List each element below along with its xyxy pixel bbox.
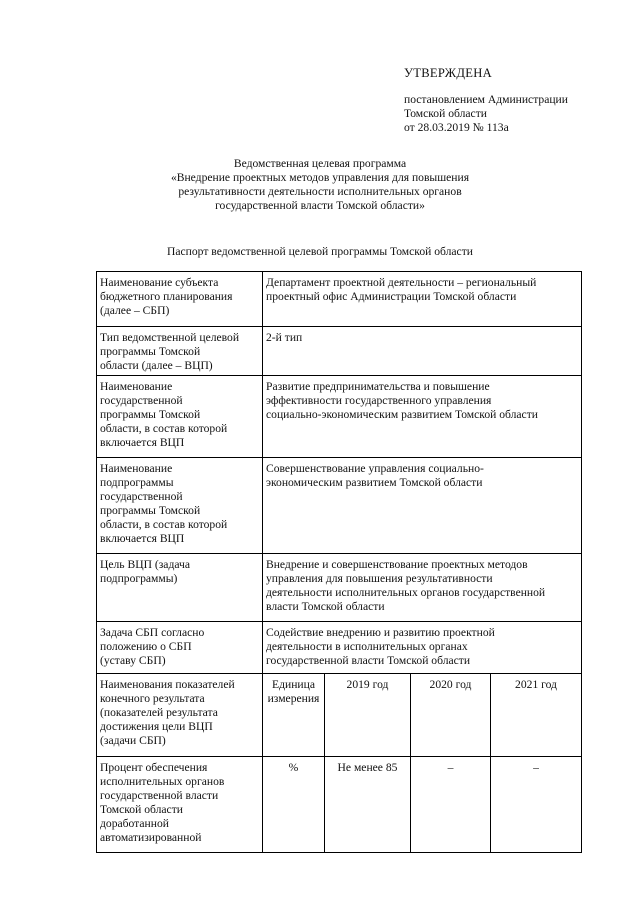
table-row [97, 376, 582, 458]
table-row [97, 554, 582, 622]
label-line: Наименование субъекта [100, 276, 219, 289]
program-title-line: Ведомственная целевая программа [233, 157, 407, 170]
indicators-header-row [97, 674, 582, 757]
label-line: области, в состав которой [100, 422, 228, 435]
label-line: государственной власти [100, 789, 219, 802]
value-line: Внедрение и совершенствование проектных методов [266, 558, 528, 571]
label-line: Тип ведомственной целевой [100, 331, 240, 344]
indicator-2020-value: – [411, 757, 491, 853]
indicator-2019-value: Не менее 85 [325, 757, 411, 853]
value-line: государственной власти Томской области [266, 654, 471, 667]
table-row [97, 622, 582, 674]
label-line: доработанной [100, 817, 169, 830]
unit-header-line: Единица [272, 678, 315, 691]
label-line: автоматизированной [100, 831, 202, 844]
approval-block [404, 66, 634, 135]
row-value [263, 327, 582, 376]
label-line: подпрограммы [100, 476, 174, 489]
approval-line: от 28.03.2019 № 113а [404, 121, 509, 134]
row-label [97, 376, 263, 458]
passport-table [96, 271, 582, 853]
label-line: исполнительных органов [100, 775, 225, 788]
value-line: проектный офис Администрации Томской области [266, 290, 517, 303]
indicator-row [97, 757, 582, 853]
year-2021-header: 2021 год [491, 674, 582, 757]
label-line: Задача СБП согласно [100, 626, 205, 639]
value-line: 2-й тип [266, 331, 303, 344]
row-label [97, 622, 263, 674]
value-line: экономическим развитием Томской области [266, 476, 483, 489]
label-line: программы Томской [100, 345, 201, 358]
year-2020-header: 2020 год [411, 674, 491, 757]
label-line: достижения цели ВЦП [100, 720, 213, 733]
program-title-line: государственной власти Томской области» [215, 199, 425, 212]
approval-line: постановлением Администрации [404, 93, 568, 106]
indicators-header-label [97, 674, 263, 757]
value-line: власти Томской области [266, 600, 385, 613]
label-line: государственной [100, 490, 183, 503]
row-value [263, 376, 582, 458]
label-line: (далее – СБП) [100, 304, 170, 317]
unit-header [263, 674, 325, 757]
label-line: конечного результата [100, 692, 205, 705]
value-line: деятельности исполнительных органов государственной [266, 586, 546, 599]
value-line: управления для повышения результативности [266, 572, 493, 585]
label-line: включается ВЦП [100, 436, 185, 449]
row-label [97, 272, 263, 327]
label-line: программы Томской [100, 504, 201, 517]
label-line: подпрограммы) [100, 572, 178, 585]
indicator-label [97, 757, 263, 853]
row-label [97, 554, 263, 622]
program-title-line: «Внедрение проектных методов управления для повышения [170, 171, 470, 184]
label-line: (показателей результата [100, 706, 218, 719]
label-line: Наименование [100, 380, 173, 393]
year-2019-header: 2019 год [325, 674, 411, 757]
row-label [97, 458, 263, 554]
label-line: бюджетного планирования [100, 290, 233, 303]
label-line: положению о СБП [100, 640, 192, 653]
value-line: социально-экономическим развитием Томской области [266, 408, 538, 421]
label-line: программы Томской [100, 408, 201, 421]
value-line: Совершенствование управления социально- [266, 462, 484, 475]
value-line: деятельности в исполнительных органах [266, 640, 468, 653]
label-line: включается ВЦП [100, 532, 185, 545]
row-value [263, 622, 582, 674]
label-line: Цель ВЦП (задача [100, 558, 191, 571]
value-line: Содействие внедрению и развитию проектной [266, 626, 495, 639]
value-line: Департамент проектной деятельности – региональный [266, 276, 537, 289]
indicator-unit: % [263, 757, 325, 853]
label-line: государственной [100, 394, 183, 407]
label-line: Наименование [100, 462, 173, 475]
unit-header-line: измерения [267, 692, 320, 705]
program-title [100, 157, 540, 213]
label-line: Наименования показателей [100, 678, 235, 691]
label-line: области (далее – ВЦП) [100, 359, 213, 372]
table-row [97, 327, 582, 376]
row-value [263, 458, 582, 554]
value-line: эффективности государственного управления [266, 394, 492, 407]
label-line: Томской области [100, 803, 183, 816]
table-row [97, 458, 582, 554]
approval-line: Томской области [404, 107, 487, 120]
approval-title: УТВЕРЖДЕНА [404, 66, 493, 80]
label-line: (уставу СБП) [100, 654, 166, 667]
table-row [97, 272, 582, 327]
program-title-line: результативности деятельности исполнительных органов [178, 185, 462, 198]
label-line: Процент обеспечения [100, 761, 208, 774]
label-line: (задачи СБП) [100, 734, 166, 747]
row-value [263, 554, 582, 622]
passport-title: Паспорт ведомственной целевой программы Томской области [167, 245, 473, 258]
label-line: области, в состав которой [100, 518, 228, 531]
row-label [97, 327, 263, 376]
indicator-2021-value: – [491, 757, 582, 853]
row-value [263, 272, 582, 327]
value-line: Развитие предпринимательства и повышение [266, 380, 490, 393]
